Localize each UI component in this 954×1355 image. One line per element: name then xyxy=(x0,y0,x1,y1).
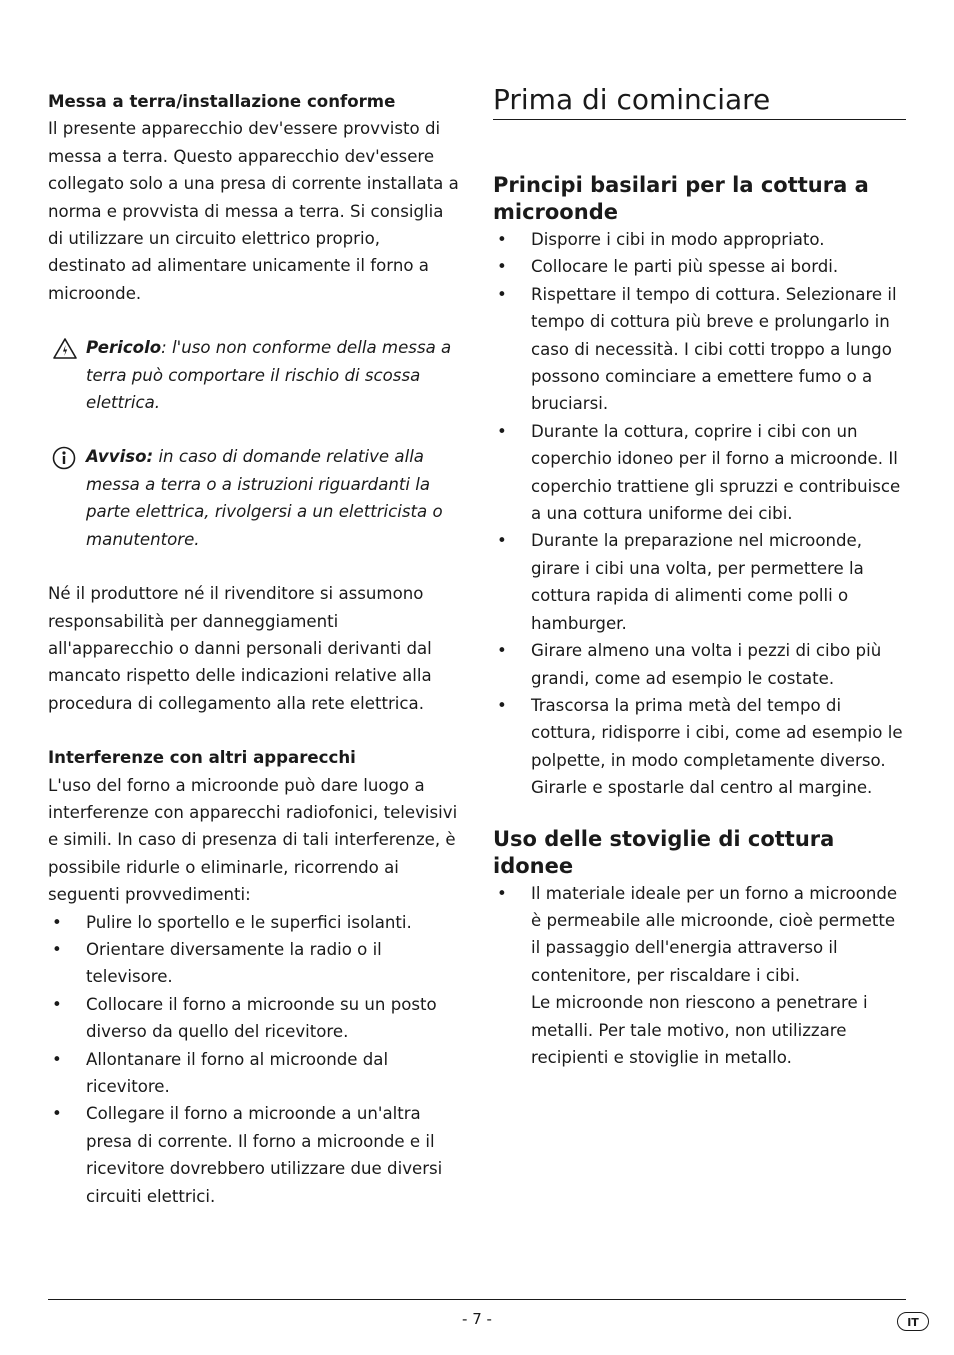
paragraph-grounding: Il presente apparecchio dev'essere provvisto di messa a terra. Questo apparecchio dev'essere collegato solo a una presa di corrente installata a norma e provvista di messa a terra. Si consiglia di utilizzare un circuito elettrico proprio, destinato ad alimentare unicamente il forno a microonde. xyxy=(48,119,459,303)
paragraph-liability: Né il produttore né il rivenditore si assumono responsabilità per danneggiamenti all'apparecchio o danni personali derivanti dal mancato rispetto delle indicazioni relative alla procedura di collegamento alla rete elettrica. xyxy=(48,584,432,713)
heading-basics: Principi basilari per la cottura a microonde xyxy=(493,173,869,224)
notice-text: in caso di domande relative alla messa a terra o a istruzioni riguardanti la parte elettrica, rivolgersi a un elettricista o manutentore. xyxy=(86,447,443,549)
left-column xyxy=(48,88,462,1210)
right-column xyxy=(493,83,906,1071)
list-item: • Collocare il forno a microonde su un posto diverso da quello del ricevitore. xyxy=(52,994,437,1042)
heading-grounding: Messa a terra/installazione conforme xyxy=(48,92,396,111)
list-item: • Rispettare il tempo di cottura. Selezionare il tempo di cottura più breve e prolungarlo in caso di necessità. I cibi cotti troppo a lungo possono cominciare a emettere fumo o a bruciarsi. xyxy=(497,284,897,414)
heading-interference: Interferenze con altri apparecchi xyxy=(48,748,356,768)
list-item: • Durante la preparazione nel microonde, girare i cibi una volta, per permettere la cottura rapida di alimenti come polli o hamburger. xyxy=(497,531,864,633)
list-item: • Trascorsa la prima metà del tempo di cottura, ridisporre i cibi, come ad esempio le polpette, in modo completamente diverso. Girarle e spostarle dal centro al margine. xyxy=(497,695,903,798)
basics-list xyxy=(493,226,906,802)
paragraph-interference: L'uso del forno a microonde può dare luogo a interferenze con apparecchi radiofonici, televisivi e simili. In caso di presenza di tali interferenze, è possibile ridurle o eliminarle, ricorrendo ai seguenti provvedimenti: xyxy=(48,775,458,905)
page-number: - 7 - xyxy=(462,1310,492,1328)
list-item: • Allontanare il forno al microonde dal ricevitore. xyxy=(52,1049,389,1096)
notice-label: Avviso: xyxy=(86,447,154,467)
list-item: • Durante la cottura, coprire i cibi con un coperchio idoneo per il forno a microonde. Il coperchio trattiene gli spruzzi e contribuisce a una cottura uniforme dei cibi. xyxy=(497,421,901,524)
info-icon xyxy=(52,446,78,470)
danger-note xyxy=(48,334,462,416)
list-item: • Collegare il forno a microonde a un'altra presa di corrente. Il forno a microonde e il ricevitore dovrebbero utilizzare due diversi circuiti elettrici. xyxy=(52,1104,443,1206)
notice-note xyxy=(48,443,462,553)
list-item: • Collocare le parti più spesse ai bordi. xyxy=(497,257,839,277)
footer-divider xyxy=(48,1299,906,1300)
list-item: • Girare almeno una volta i pezzi di cibo più grandi, come ad esempio le costate. xyxy=(497,641,882,688)
language-badge: IT xyxy=(897,1312,929,1331)
heading-dishes: Uso delle stoviglie di cottura idonee xyxy=(493,826,835,878)
interference-list xyxy=(48,909,462,1210)
danger-label: Pericolo xyxy=(86,338,162,358)
danger-text: : l'uso non conforme della messa a terra può comportare il rischio di scossa elettrica. xyxy=(86,338,452,413)
dishes-list xyxy=(493,880,906,1072)
warning-triangle-icon xyxy=(52,337,78,361)
list-item: • Pulire lo sportello e le superfici isolanti. xyxy=(52,912,412,932)
page-title: Prima di cominciare xyxy=(493,88,906,120)
list-item: • Orientare diversamente la radio o il televisore. xyxy=(52,939,382,987)
list-item: • Il materiale ideale per un forno a microonde è permeabile alle microonde, cioè permette il passaggio dell'energia attraverso il contenitore, per riscaldare i cibi. Le microonde non riescono a penetrare i metalli. Per tale motivo, non utilizzare recipienti e stoviglie in metallo. xyxy=(497,883,898,1067)
list-item: • Disporre i cibi in modo appropriato. xyxy=(497,230,825,249)
